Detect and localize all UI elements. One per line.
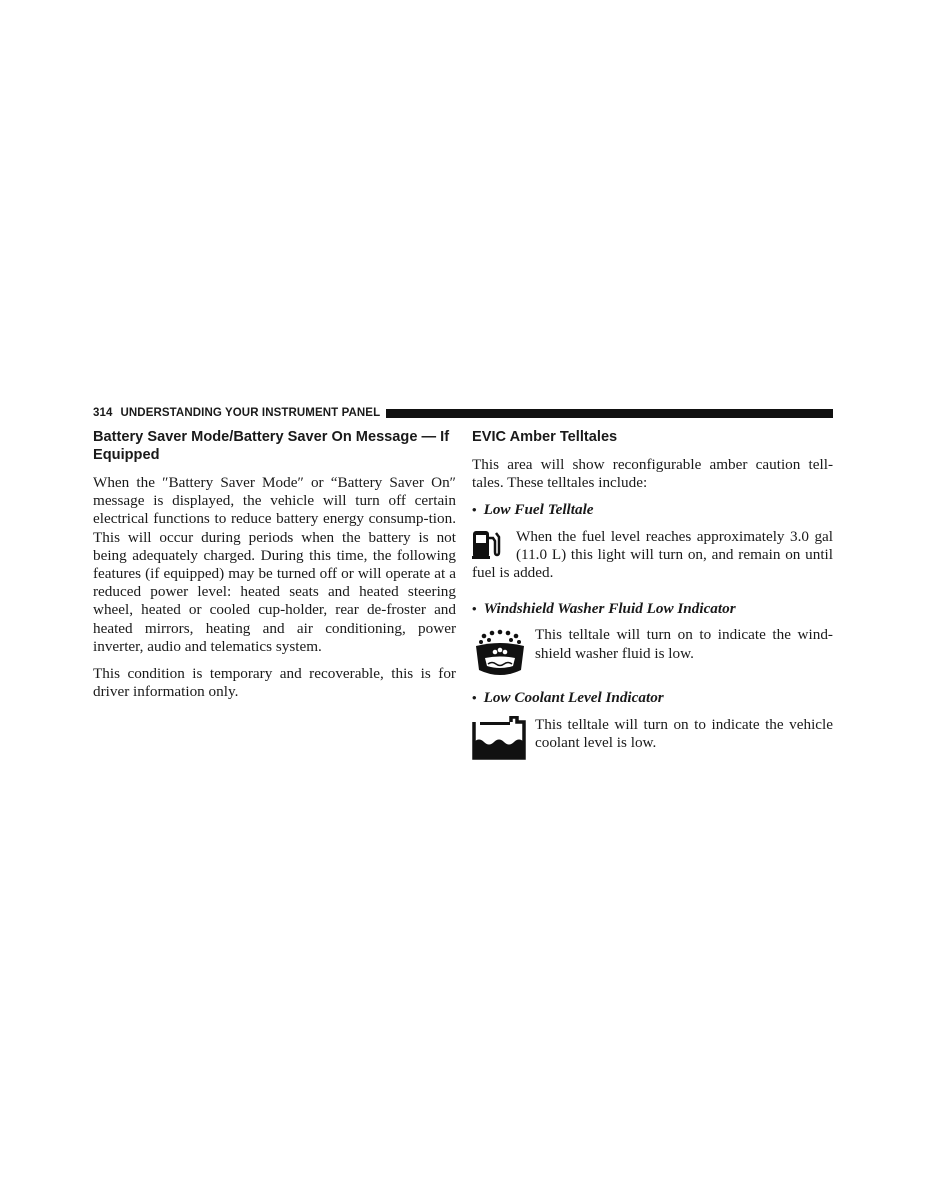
telltale-coolant: [472, 716, 833, 761]
page-number: 314: [93, 407, 113, 419]
bullet-title: Windshield Washer Fluid Low Indicator: [483, 600, 736, 618]
bullet-dot: •: [472, 690, 477, 706]
header-rule: [386, 409, 833, 418]
battery-saver-heading: Battery Saver Mode/Battery Saver On Message — If Equipped: [93, 429, 450, 463]
telltale-text: This telltale will turn on to indicate the wind-shield washer fluid is low.: [535, 626, 833, 662]
bullet-coolant: [472, 689, 833, 707]
bullet-low-fuel: [472, 501, 833, 519]
bullet-washer: [472, 600, 833, 618]
bullet-title: Low Coolant Level Indicator: [483, 689, 664, 707]
telltale-washer: [472, 626, 833, 680]
bullet-title: Low Fuel Telltale: [483, 501, 594, 519]
coolant-level-icon: [472, 716, 535, 760]
evic-heading: EVIC Amber Telltales: [472, 429, 618, 445]
left-column: [93, 428, 456, 710]
washer-fluid-icon: [472, 626, 535, 680]
battery-saver-paragraph-2: This condition is temporary and recoverable, this is for driver information only.: [93, 665, 456, 701]
right-column: [472, 428, 833, 761]
fuel-pump-icon: [472, 528, 516, 562]
header-text: [93, 407, 380, 419]
bullet-dot: •: [472, 502, 477, 518]
section-title: UNDERSTANDING YOUR INSTRUMENT PANEL: [120, 407, 381, 419]
telltale-low-fuel: [472, 528, 833, 592]
page-header: [93, 405, 833, 421]
telltale-text: This telltale will turn on to indicate the vehicle coolant level is low.: [535, 715, 833, 751]
telltale-text: When the fuel level reaches approximately 3.0 gal (11.0 L) this light will turn on, and remain on until fuel is added.: [472, 527, 833, 582]
evic-intro: This area will show reconfigurable amber caution tell-tales. These telltales include:: [472, 456, 833, 492]
battery-saver-paragraph-1: When the ″Battery Saver Mode″ or “Battery Saver On″ message is displayed, the vehicle will turn off certain electrical functions to reduce battery energy consump-tion. This will occur during periods when the battery is not being adequately charged. During this time, the following features (if equipped) may be turned off or will operate at a reduced power level: heated seats and heated steering wheel, heated or cooled cup-holder, rear de-froster and heated mirrors, heating and air conditioning, power inverter, audio and telematics system.: [93, 474, 456, 655]
bullet-dot: •: [472, 601, 477, 617]
